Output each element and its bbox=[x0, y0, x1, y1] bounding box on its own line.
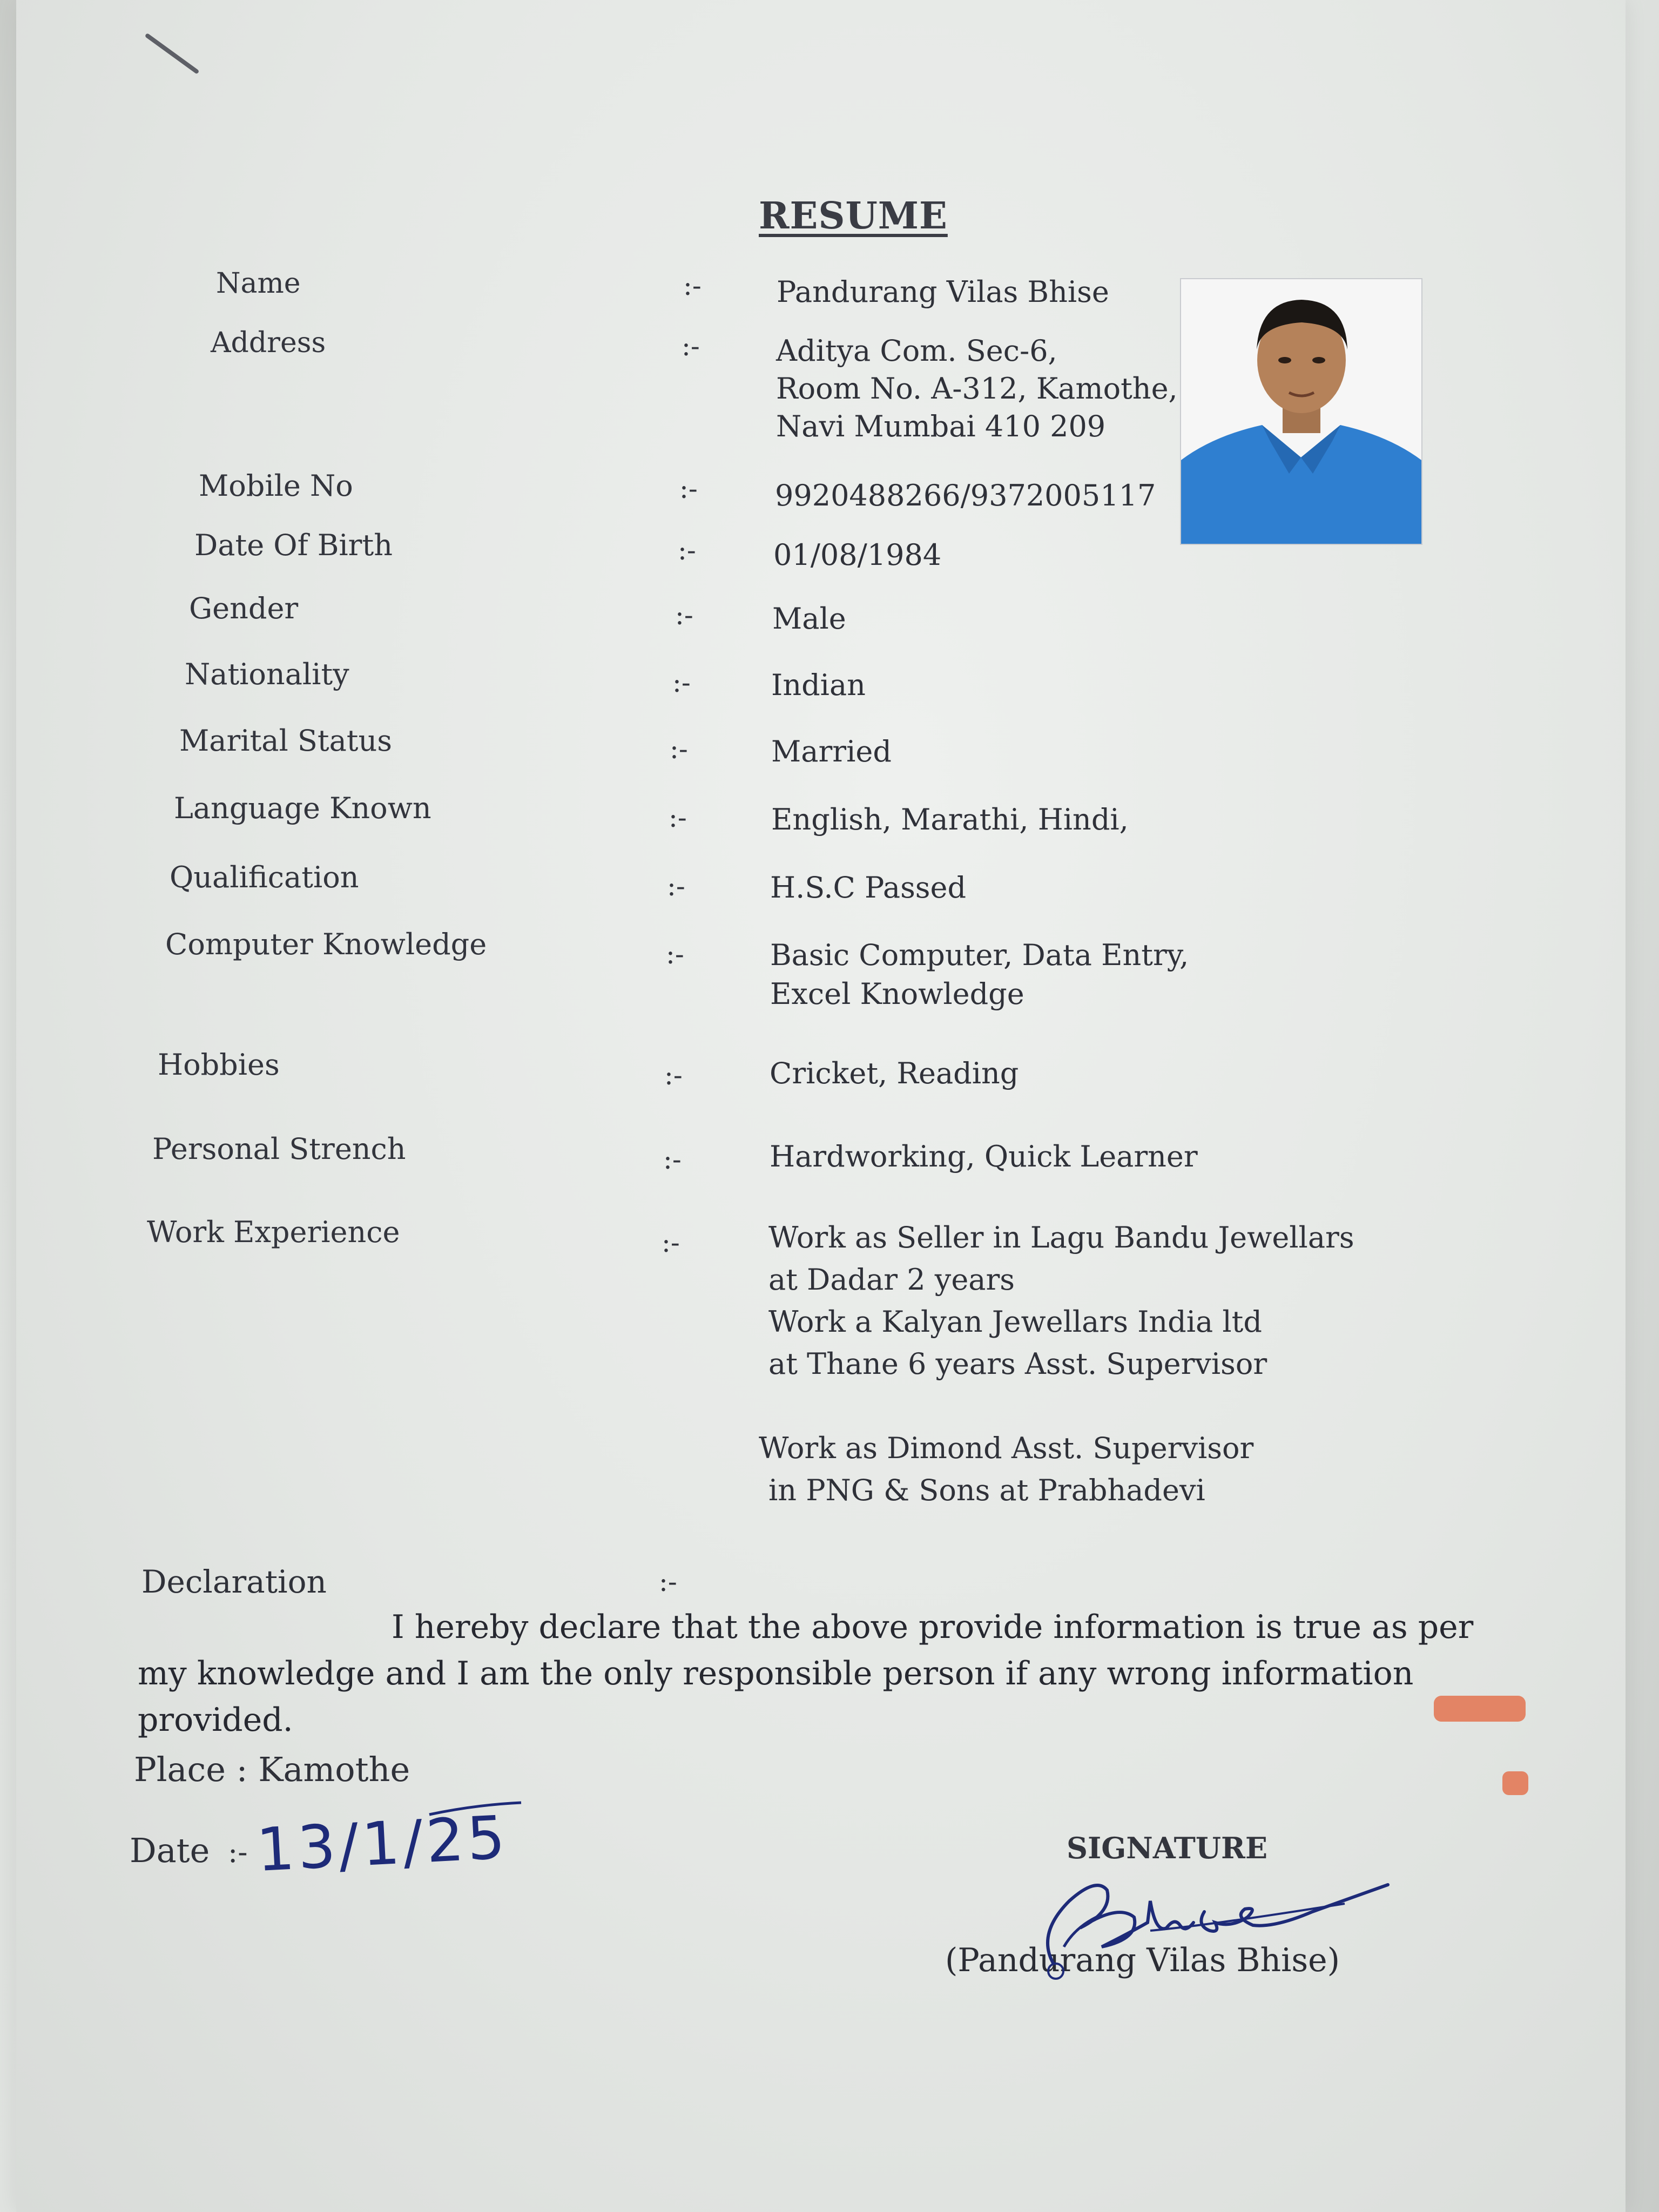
field-separator: :- bbox=[662, 1227, 680, 1258]
field-separator: :- bbox=[683, 270, 702, 301]
field-label-mobile: Mobile No bbox=[199, 469, 353, 503]
field-separator: :- bbox=[679, 473, 698, 504]
field-label-gender: Gender bbox=[189, 591, 299, 625]
date-label: Date bbox=[130, 1831, 210, 1870]
field-value-nationality: Indian bbox=[771, 668, 866, 702]
date-separator: :- bbox=[228, 1835, 248, 1869]
field-label-nationality: Nationality bbox=[185, 657, 349, 691]
handwritten-date: 13/1/25 bbox=[254, 1802, 510, 1885]
resume-paper bbox=[16, 0, 1626, 2212]
field-value-computer-knowledge: Basic Computer, Data Entry, Excel Knowledge bbox=[770, 938, 1189, 1011]
field-value-personal-strength: Hardworking, Quick Learner bbox=[770, 1139, 1198, 1174]
field-label-languages: Language Known bbox=[174, 791, 431, 825]
field-separator: :- bbox=[664, 1060, 683, 1091]
field-separator: :- bbox=[669, 802, 687, 833]
field-value-marital-status: Married bbox=[771, 734, 892, 768]
field-label-work-experience: Work Experience bbox=[147, 1215, 400, 1249]
field-value-address: Aditya Com. Sec-6, Room No. A-312, Kamothe, Navi Mumbai 410 209 bbox=[776, 334, 1178, 443]
page-title: RESUME bbox=[759, 194, 948, 238]
place-line: Place : Kamothe bbox=[134, 1750, 410, 1789]
field-label-personal-strength: Personal Strench bbox=[152, 1132, 406, 1166]
field-separator: :- bbox=[663, 1144, 682, 1175]
field-label-computer-knowledge: Computer Knowledge bbox=[165, 927, 487, 961]
highlighter-mark bbox=[1434, 1696, 1526, 1722]
field-separator: :- bbox=[675, 599, 693, 631]
signature-name: (Pandurang Vilas Bhise) bbox=[945, 1941, 1340, 1979]
handwritten-signature bbox=[1031, 1852, 1410, 1982]
field-label-qualification: Qualification bbox=[170, 860, 359, 894]
signature-label: SIGNATURE bbox=[1067, 1831, 1267, 1865]
highlighter-mark bbox=[1502, 1771, 1528, 1795]
field-separator: :- bbox=[659, 1566, 677, 1597]
field-label-address: Address bbox=[211, 327, 326, 359]
field-value-mobile: 9920488266/9372005117 bbox=[775, 478, 1156, 512]
date-underline-stroke bbox=[427, 1798, 524, 1820]
field-separator: :- bbox=[672, 667, 691, 698]
field-label-name: Name bbox=[216, 267, 301, 300]
declaration-label: Declaration bbox=[141, 1563, 327, 1600]
field-value-gender: Male bbox=[772, 602, 846, 636]
field-value-dob: 01/08/1984 bbox=[773, 538, 942, 572]
field-label-hobbies: Hobbies bbox=[158, 1048, 280, 1082]
field-separator: :- bbox=[666, 939, 684, 970]
pen-mark bbox=[145, 33, 200, 75]
field-value-work-experience: Work as Seller in Lagu Bandu Jewellars at Dadar 2 years Work a Kalyan Jewellars India ltd at Thane 6 years Asst. Supervisor Work as Dimond Asst. Supervisor in PNG & Sons at Prabhadevi bbox=[759, 1220, 1354, 1507]
field-separator: :- bbox=[682, 331, 700, 362]
field-value-name: Pandurang Vilas Bhise bbox=[777, 275, 1109, 309]
declaration-text: I hereby declare that the above provide information is true as per my knowledge and I am the only responsible person if any wrong information provided. bbox=[138, 1608, 1474, 1739]
field-label-dob: Date Of Birth bbox=[194, 528, 393, 562]
field-value-qualification: H.S.C Passed bbox=[770, 871, 967, 905]
field-separator: :- bbox=[667, 871, 685, 902]
field-separator: :- bbox=[670, 733, 688, 765]
profile-photo bbox=[1180, 278, 1422, 545]
field-label-marital-status: Marital Status bbox=[179, 724, 392, 758]
field-separator: :- bbox=[678, 535, 696, 566]
field-value-hobbies: Cricket, Reading bbox=[770, 1056, 1019, 1090]
field-value-languages: English, Marathi, Hindi, bbox=[771, 802, 1129, 837]
